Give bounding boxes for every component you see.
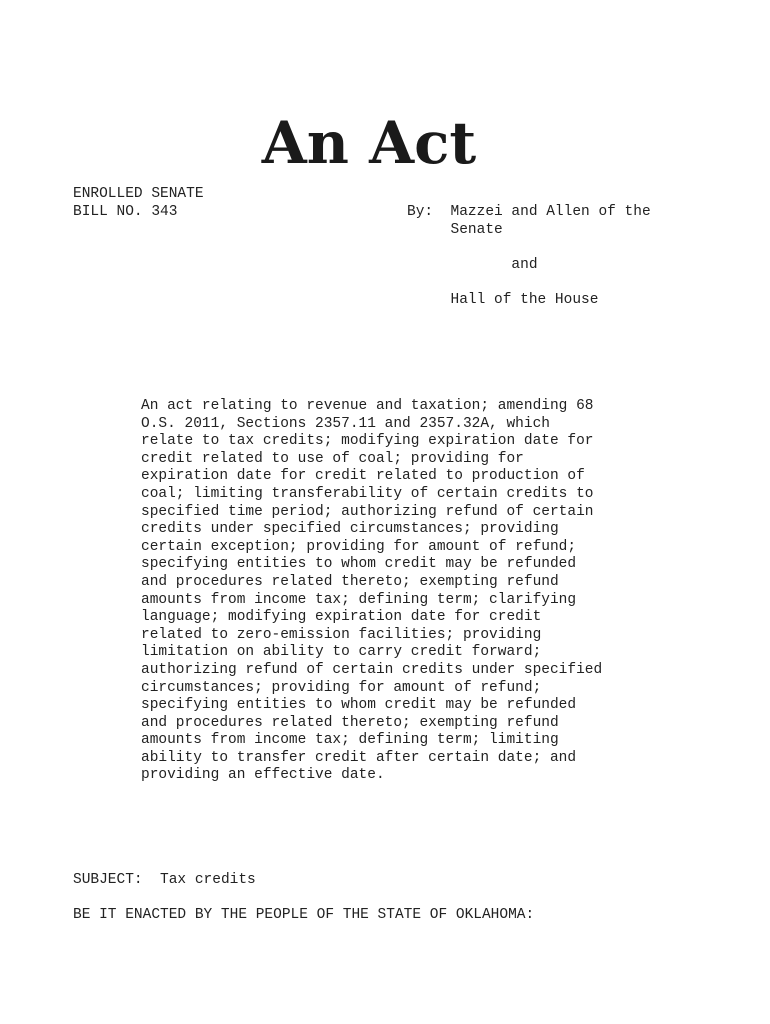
- summary-line: authorizing refund of certain credits under specified: [141, 661, 603, 678]
- house-sponsor-block: [407, 257, 598, 310]
- subject-line: [73, 872, 256, 890]
- bill-number: BILL NO. 343: [73, 203, 178, 220]
- summary-line: specifying entities to whom credit may be refunded: [141, 697, 577, 714]
- summary-line: limitation on ability to carry credit forward;: [141, 644, 542, 661]
- summary-line: specifying entities to whom credit may be refunded: [141, 556, 577, 573]
- summary-line: and procedures related thereto; exempting refund: [141, 573, 559, 590]
- summary-line: ability to transfer credit after certain date; and: [141, 749, 577, 766]
- subject-value: Tax credits: [160, 872, 256, 888]
- summary-line: related to zero-emission facilities; providing: [141, 626, 542, 643]
- summary-line: and procedures related thereto; exempting refund: [141, 714, 559, 731]
- summary-line: circumstances; providing for amount of refund;: [141, 679, 542, 696]
- summary-line: relate to tax credits; modifying expiration date for: [141, 433, 594, 450]
- summary-line: expiration date for credit related to production of: [141, 468, 585, 485]
- subject-label: SUBJECT:: [73, 872, 143, 888]
- summary-line: credits under specified circumstances; providing: [141, 521, 559, 538]
- sponsor-senate-line2: Senate: [450, 221, 503, 238]
- enacting-clause: BE IT ENACTED BY THE PEOPLE OF THE STATE OF OKLAHOMA:: [73, 907, 535, 923]
- summary-line: language; modifying expiration date for credit: [141, 609, 542, 626]
- summary-line: certain exception; providing for amount of refund;: [141, 538, 577, 555]
- summary-line: coal; limiting transferability of certain credits to: [141, 485, 594, 502]
- document-title: An Act: [261, 109, 477, 177]
- summary-line: providing an effective date.: [141, 767, 385, 784]
- bill-label-line1: ENROLLED SENATE: [73, 186, 204, 202]
- summary-line: credit related to use of coal; providing for: [141, 450, 524, 467]
- sponsor-prefix: By:: [407, 204, 434, 220]
- sponsor-conjunction: and: [511, 257, 538, 273]
- summary-line: amounts from income tax; defining term; limiting: [141, 732, 559, 749]
- summary-line: An act relating to revenue and taxation; amending 68: [141, 398, 594, 414]
- summary-line: O.S. 2011, Sections 2357.11 and 2357.32A, which: [141, 415, 550, 432]
- sponsors-block: [407, 204, 651, 239]
- summary-line: amounts from income tax; defining term; clarifying: [141, 591, 577, 608]
- sponsor-senate-line1: Mazzei and Allen of the: [450, 204, 651, 220]
- sponsor-house: Hall of the House: [450, 292, 599, 309]
- act-summary: [141, 398, 661, 785]
- bill-label: [73, 186, 204, 221]
- summary-line: specified time period; authorizing refund of certain: [141, 503, 594, 520]
